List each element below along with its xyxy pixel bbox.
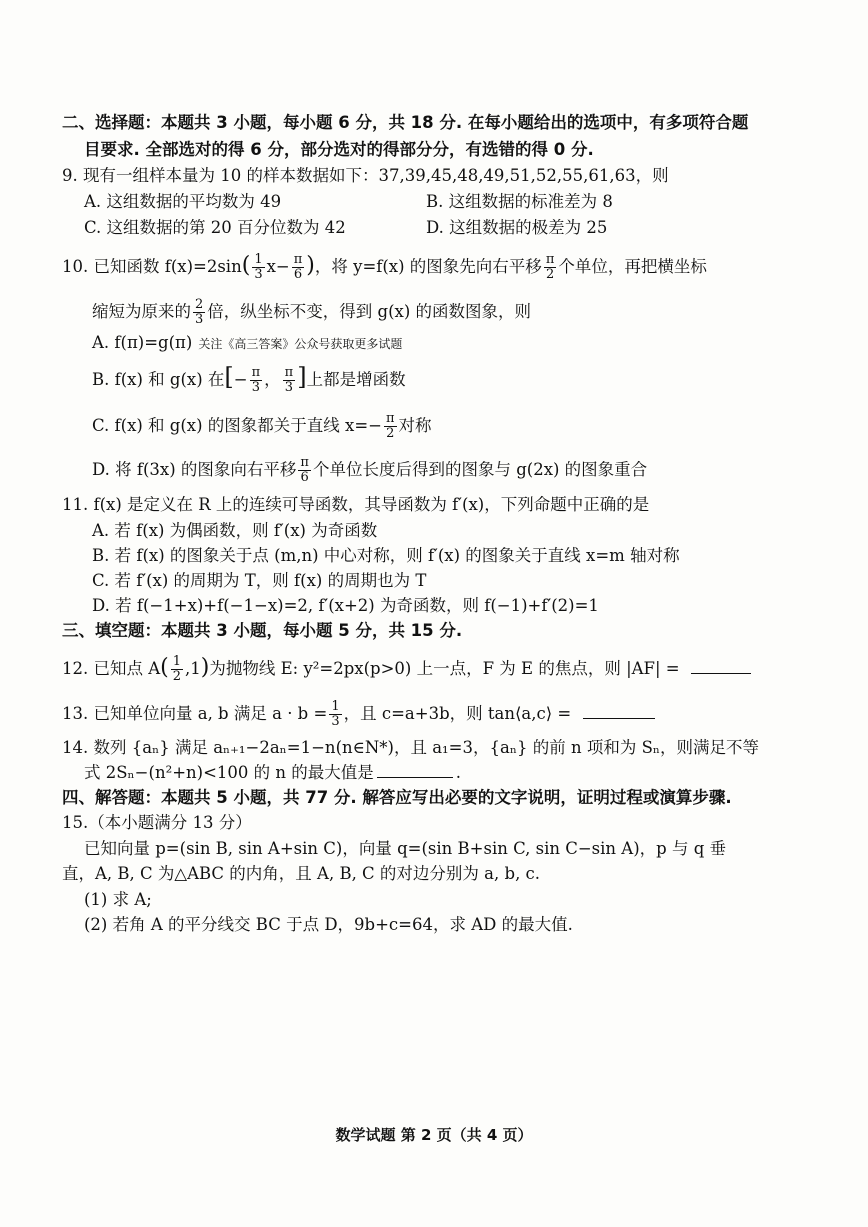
- q11-option-c: C. 若 f′(x) 的周期为 T，则 f(x) 的周期也为 T: [92, 571, 427, 590]
- q14-answer-blank: [377, 763, 453, 778]
- promo-note: 关注《高三答案》公众号获取更多试题: [198, 337, 403, 351]
- q10-stem: 10. 已知函数 f(x)=2sin( $\frac{1}{3}$ x− $\frac{\pi}{6}$ )，将 y=f(x) 的图象先向右平移 $\frac{\pi}{2}$ 个单位，再把横坐标: [62, 252, 707, 282]
- q10-frac-num: 2: [195, 297, 204, 312]
- q10-option-c: [92, 412, 432, 441]
- q10-stem-a: 10. 已知函数 f(x)=2sin: [62, 257, 242, 276]
- q10-line2-b: 倍，纵坐标不变，得到 g(x) 的函数图象，则: [207, 302, 532, 321]
- q13-fraction-1-3: [329, 700, 341, 729]
- q11-option-d: D. 若 f(−1+x)+f(−1−x)=2, f′(x+2) 为奇函数，则 f(−1)+f′(2)=1: [92, 596, 599, 615]
- q11-option-b: B. 若 f(x) 的图象关于点 (m,n) 中心对称，则 f′(x) 的图象关于直线 x=m 轴对称: [92, 546, 680, 565]
- q10-frac-num: π: [251, 365, 261, 380]
- q14-line1: 14. 数列 {aₙ} 满足 aₙ₊₁−2aₙ=1−n(n∈N*)，且 a₁=3，{aₙ} 的前 n 项和为 Sₙ，则满足不等: [62, 738, 760, 757]
- q10-option-c-a: C. f(x) 和 g(x) 的图象都关于直线 x=−: [92, 416, 382, 435]
- q14-line2-b: .: [455, 763, 462, 782]
- q10-option-a: [92, 332, 402, 355]
- page-footer: 数学试题 第 2 页（共 4 页）: [335, 1126, 533, 1144]
- q15-line1: 已知向量 p=(sin B, sin A+sin C)，向量 q=(sin B+sin C, sin C−sin A)，p 与 q 垂: [84, 839, 727, 858]
- q10-option-b-comma: ，: [264, 370, 281, 389]
- q10-option-b-b: 上都是增函数: [306, 370, 406, 389]
- q10-fraction-pi-6: [292, 253, 305, 282]
- q10-inner-a: x−: [266, 257, 290, 276]
- q9-option-c: C. 这组数据的第 20 百分位数为 42: [84, 218, 346, 237]
- q10-fraction-pi-2c: [384, 412, 397, 441]
- q12-answer-blank: [691, 659, 751, 674]
- q15-part1: (1) 求 A;: [84, 890, 152, 909]
- q10-fraction-1-3: [252, 253, 264, 282]
- q10-frac-den: 3: [195, 312, 204, 327]
- q10-option-b-minus: −: [233, 370, 248, 389]
- section-4-heading: 四、解答题：本题共 5 小题，共 77 分. 解答应写出必要的文字说明，证明过程或演算步骤.: [62, 788, 732, 807]
- q10-frac-den: 2: [386, 426, 395, 441]
- q15-line2: 直，A, B, C 为△ABC 的内角，且 A, B, C 的对边分别为 a, b, c.: [62, 864, 541, 883]
- q11-stem: 11. f(x) 是定义在 R 上的连续可导函数，其导函数为 f′(x)，下列命题中正确的是: [62, 495, 650, 514]
- q12-c: 为抛物线 E: y²=2px(p>0) 上一点，F 为 E 的焦点，则 |AF| =: [209, 659, 680, 678]
- q10-frac-den: 3: [254, 267, 263, 282]
- q10-stem-b: ，将 y=f(x) 的图象先向右平移: [314, 257, 542, 276]
- q12-frac-num: 1: [172, 654, 182, 669]
- q10-option-d-a: D. 将 f(3x) 的图象向右平移: [92, 460, 297, 479]
- q14-line2: [84, 762, 461, 784]
- q13-a: 13. 已知单位向量 a, b 满足 a · b =: [62, 704, 328, 723]
- q10-frac-den: 3: [251, 380, 260, 395]
- q10-frac-den: 6: [300, 470, 309, 485]
- q10-frac-den: 3: [284, 380, 294, 395]
- q10-frac-num: π: [300, 455, 309, 470]
- q10-option-d: [92, 456, 647, 485]
- q9-option-d: D. 这组数据的极差为 25: [426, 218, 608, 237]
- q10-fraction-pi-2: [544, 253, 557, 282]
- q10-frac-num: π: [545, 252, 555, 267]
- q9-option-a: A. 这组数据的平均数为 49: [84, 192, 282, 211]
- q13-b: ，且 c=a+3b，则 tan⟨a,c⟩ =: [343, 704, 572, 723]
- q10-option-a-text: A. f(π)=g(π): [92, 333, 193, 352]
- q10-frac-den: 2: [545, 267, 555, 282]
- q10-option-b: B. f(x) 和 g(x) 在[− $\frac{\pi}{3}$ ， $\frac{\pi}{3}$ ]上都是增函数: [92, 363, 406, 395]
- q10-frac-num: π: [284, 365, 294, 380]
- q10-option-d-b: 个单位长度后得到的图象与 g(2x) 的图象重合: [312, 460, 648, 479]
- q12-a: 12. 已知点 A: [62, 659, 161, 678]
- q10-fraction-pi-6d: [298, 456, 311, 485]
- q10-fraction-2-3: [193, 298, 205, 327]
- q10-frac-num: π: [386, 411, 395, 426]
- q10-stem-c: 个单位，再把横坐标: [558, 257, 707, 276]
- q10-line2: [92, 298, 531, 327]
- section-3-heading: 三、填空题：本题共 3 小题，每小题 5 分，共 15 分.: [62, 621, 463, 640]
- section-2-heading-cont: 目要求. 全部选对的得 6 分，部分选对的得部分分，有选错的得 0 分.: [84, 140, 594, 159]
- q13-answer-blank: [583, 704, 655, 719]
- q13-frac-den: 3: [331, 714, 340, 729]
- section-2-heading: 二、选择题：本题共 3 小题，每小题 6 分，共 18 分. 在每小题给出的选项中，有多项符合题: [62, 113, 749, 132]
- q10-fraction-pi-3: [250, 366, 263, 395]
- q12-frac-den: 2: [172, 669, 182, 684]
- q10-option-b-a: B. f(x) 和 g(x) 在: [92, 370, 225, 389]
- q12: 12. 已知点 A( $\frac{1}{2}$ ,1)为抛物线 E: y²=2px(p>0) 上一点，F 为 E 的焦点，则 |AF| =: [62, 655, 751, 684]
- q10-line2-a: 缩短为原来的: [92, 302, 191, 321]
- q10-frac-den: 6: [293, 267, 303, 282]
- q10-frac-num: π: [293, 252, 303, 267]
- q15-heading: 15.（本小题满分 13 分）: [62, 813, 252, 832]
- q10-fraction-pi-3b: [283, 366, 296, 395]
- q10-option-c-b: 对称: [398, 416, 432, 435]
- q12-b: ,1: [185, 659, 201, 678]
- q13-frac-num: 1: [331, 699, 340, 714]
- q15-part2: (2) 若角 A 的平分线交 BC 于点 D，9b+c=64，求 AD 的最大值.: [84, 915, 573, 934]
- q11-option-a: A. 若 f(x) 为偶函数，则 f′(x) 为奇函数: [92, 521, 378, 540]
- q14-line2-a: 式 2Sₙ−(n²+n)<100 的 n 的最大值是: [84, 763, 374, 782]
- q12-fraction-1-2: [171, 655, 183, 684]
- q13: [62, 700, 655, 729]
- q9-option-b: B. 这组数据的标准差为 8: [426, 192, 613, 211]
- q10-frac-num: 1: [254, 252, 263, 267]
- q9-stem: 9. 现有一组样本量为 10 的样本数据如下：37,39,45,48,49,51,52,55,61,63，则: [62, 166, 669, 185]
